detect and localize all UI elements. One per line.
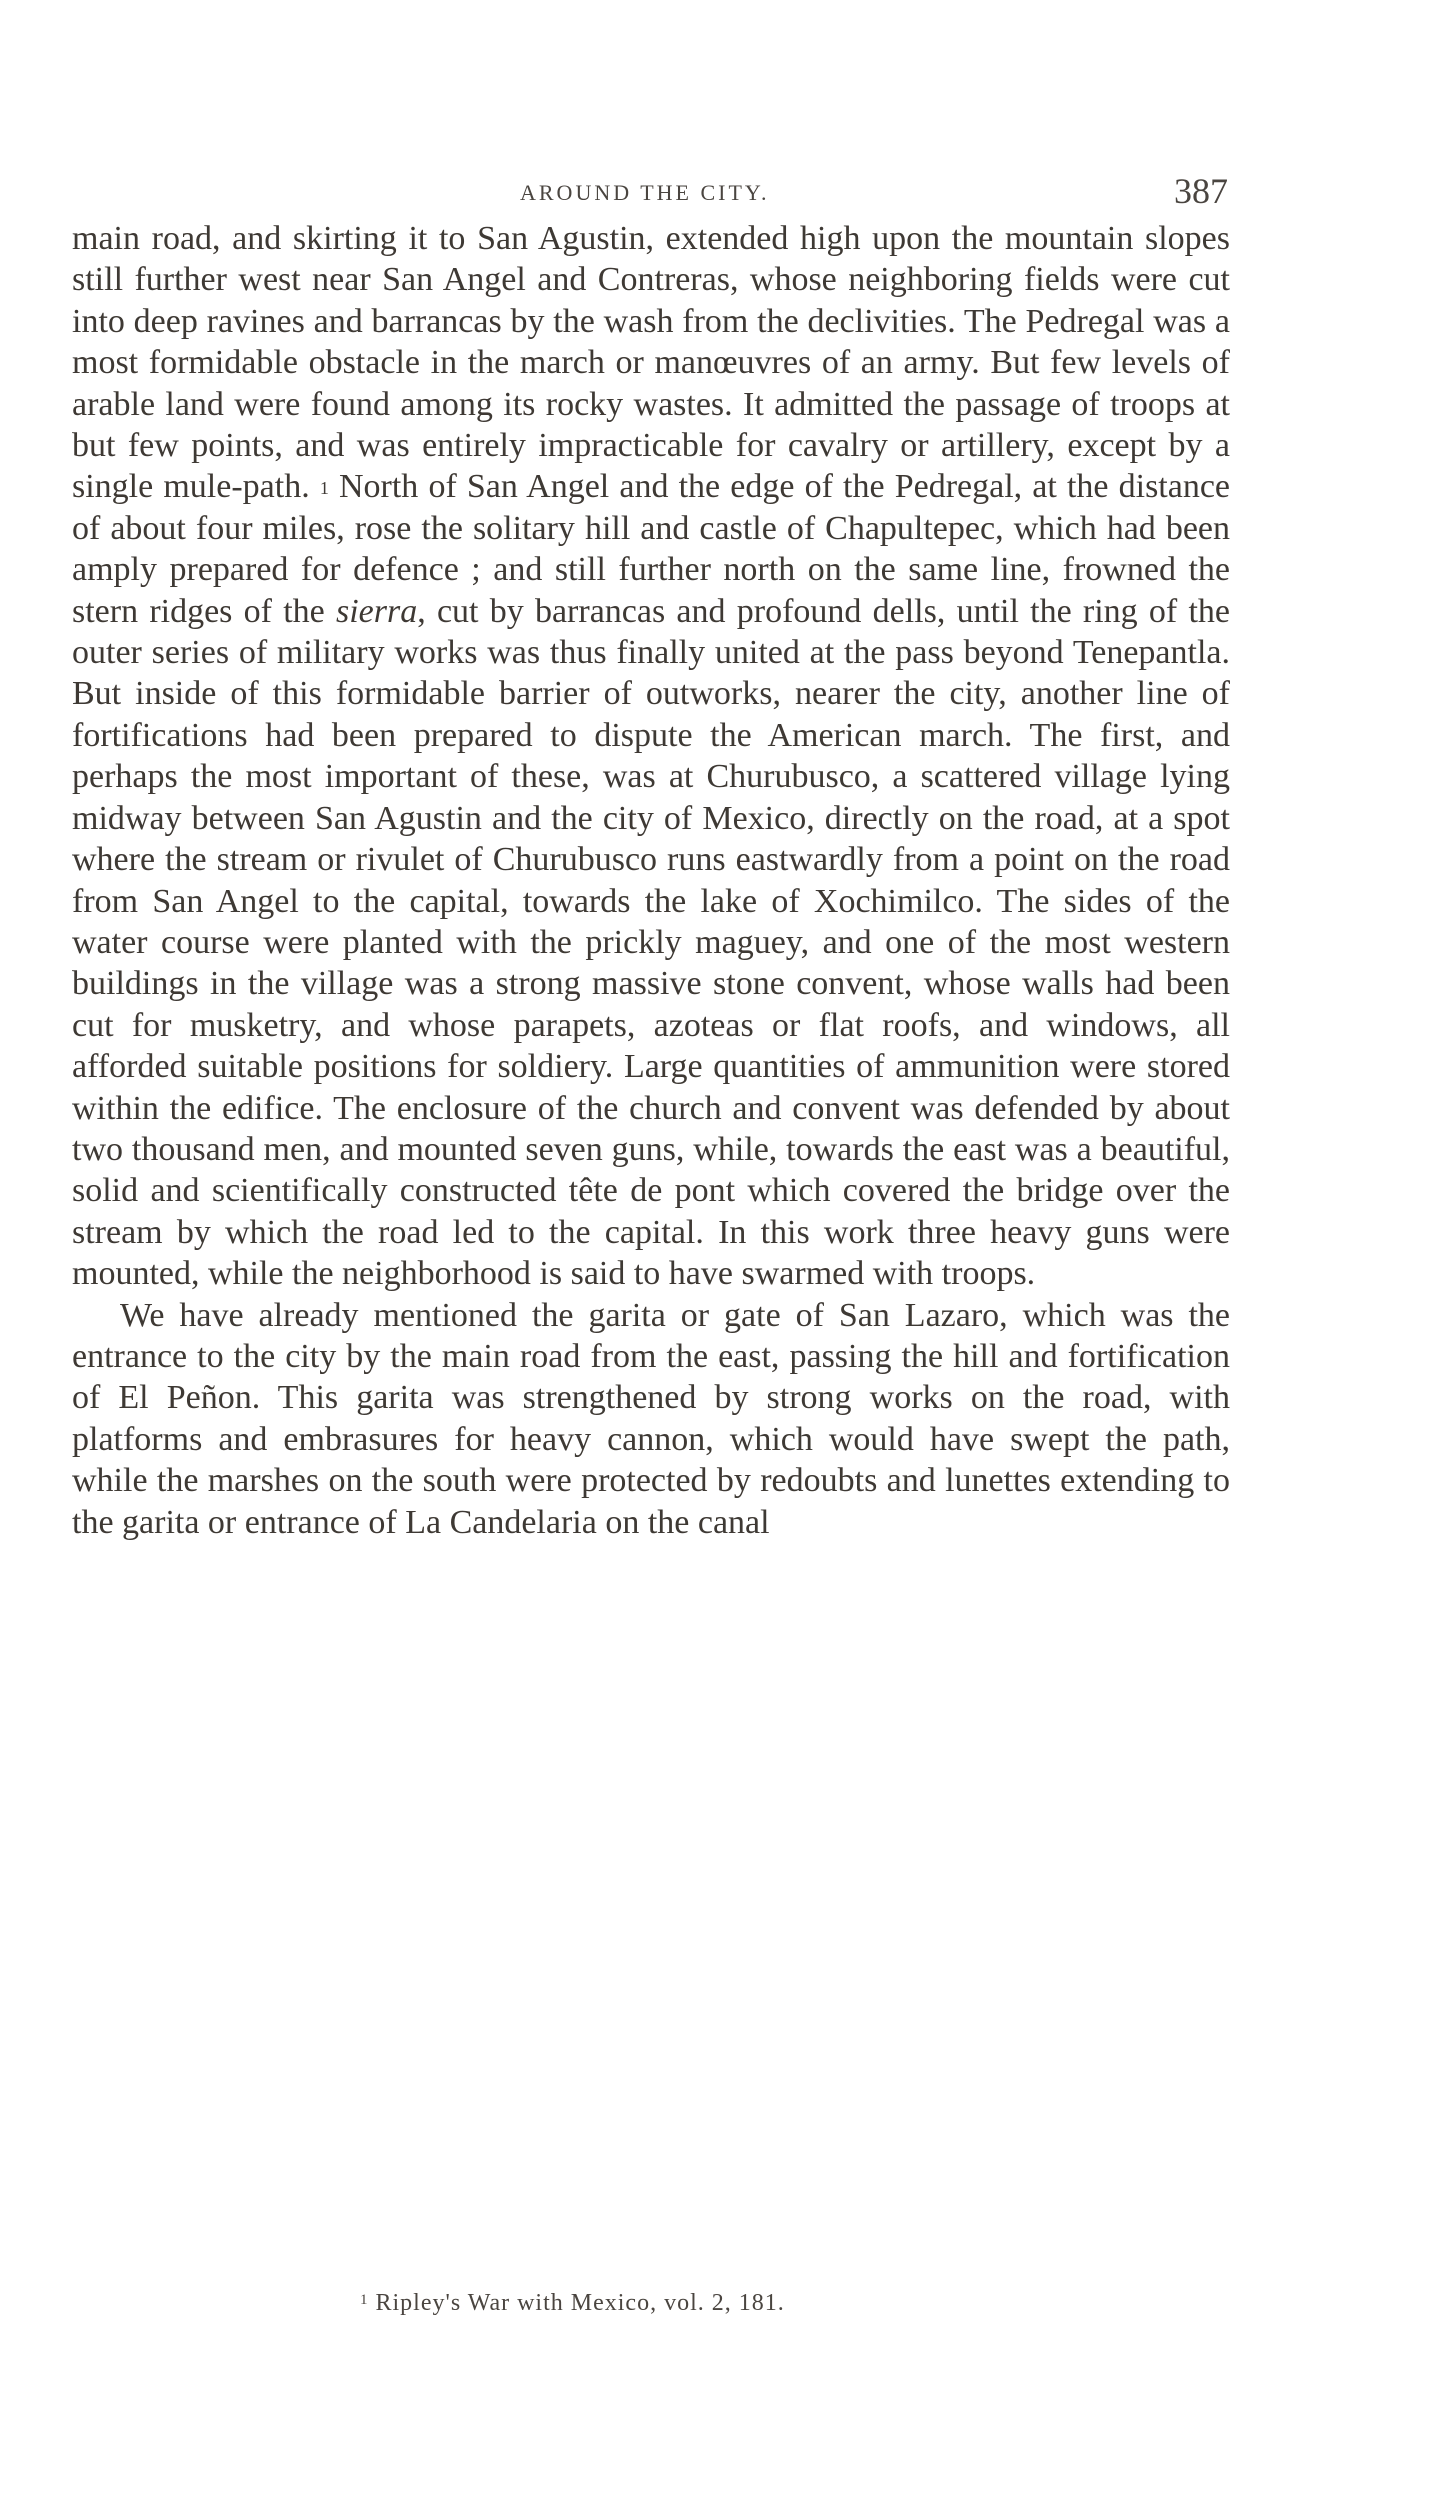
footnote-marker: 1 — [360, 2292, 369, 2308]
paragraph-1-part-a: main road, and skirting it to San Agustin, extended high upon the mountain slopes still further west near San Angel and Contreras, whose neighboring fields were cut into deep ravines and barrancas by the wash from the declivities. The Pedregal was a most formidable obstacle in the march or manœuvres of an army. But few levels of arable land were found among its rocky wastes. It admitted the passage of troops at but few points, and was entirely impracticable for cavalry or artillery, except by a single mule-path. — [72, 220, 1230, 506]
footnote-reference-marker[interactable]: 1 — [319, 478, 329, 499]
italic-word-sierra: sierra — [335, 592, 418, 630]
footnote-text: Ripley's War with Mexico, vol. 2, 181. — [375, 2290, 785, 2316]
paragraph-2: We have already mentioned the garita or gate of San Lazaro, which was the entrance to the city by the main road from the east, passing the hill and fortification of El Peñon. This garita was strengthened by strong works on the road, with platforms and embrasures for heavy cannon, which would have swept the path, while the marshes on the south were protected by redoubts and lunettes extending to the garita or entrance of La Candelaria on the canal — [72, 1296, 1230, 1541]
footnote — [360, 2290, 785, 2317]
paragraph-1 — [72, 218, 1230, 1295]
page-number: 387 — [1174, 171, 1228, 211]
running-title: AROUND THE CITY. — [520, 180, 770, 205]
paragraph-1-part-b: North of San Angel and the edge of the Pedregal, at the distance of about four miles, rose the solitary hill and castle of Chapultepec, which had been amply prepared for defence ; and still further north on the same line, frowned the stern ridges of the — [72, 468, 1231, 630]
paragraph-1-part-c: , cut by barrancas and profound dells, until the ring of the outer series of military works was thus finally united at the pass beyond Tenepantla. But inside of this formidable barrier of outworks, nearer the city, another line of fortifications had been prepared to dispute the American march. The first, and perhaps the most important of these, was at Churubusco, a scattered village lying midway between San Agustin and the city of Mexico, directly on the road, at a spot where the stream or rivulet of Churubusco runs eastwardly from a point on the road from San Angel to the capital, towards the lake of Xochimilco. The sides of the water course were planted with the prickly maguey, and one of the most western buildings in the village was a strong massive stone convent, whose walls had been cut for musketry, and whose parapets, azoteas or flat roofs, and windows, all afforded suitable positions for soldiery. Large quantities of ammunition were stored within the edifice. The enclosure of the church and convent was defended by about two thousand men, and mounted seven guns, while, towards the east was a beautiful, solid and scientifically constructed tête de pont which covered the bridge over the stream by which the road led to the capital. In this work three heavy guns were mounted, while the neighborhood is said to have swarmed with troops. — [72, 592, 1231, 1293]
body-text — [72, 218, 1230, 1543]
